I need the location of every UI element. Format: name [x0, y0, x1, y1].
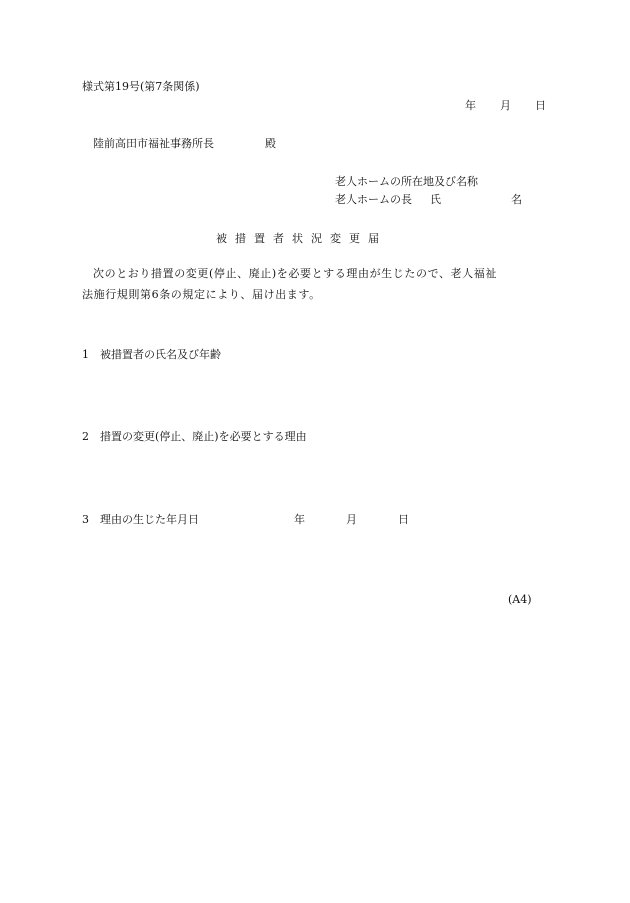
item-3-text: 理由の生じた年月日 [100, 513, 199, 526]
name-prefix-label: 氏 [430, 193, 441, 206]
item-2-number: 2 [82, 430, 89, 443]
home-head-label: 老人ホームの長 [335, 193, 412, 206]
name-suffix-label: 名 [511, 193, 522, 206]
body-line-2: 法施行規則第6条の規定により、届け出ます。 [82, 288, 321, 301]
item-2-text: 措置の変更(停止、廃止)を必要とする理由 [100, 430, 307, 443]
item-3-day-label: 日 [398, 513, 409, 526]
honorific: 殿 [265, 137, 276, 150]
date-day-label: 日 [535, 99, 546, 112]
item-1-number: 1 [82, 348, 89, 361]
item-3-month-label: 月 [346, 513, 357, 526]
home-location-label: 老人ホームの所在地及び名称 [335, 175, 478, 188]
addressee: 陸前高田市福祉事務所長 [93, 137, 214, 150]
item-3-number: 3 [82, 513, 89, 526]
date-year-label: 年 [465, 99, 476, 112]
date-month-label: 月 [500, 99, 511, 112]
paper-size-note: (A4) [508, 593, 532, 606]
form-number: 様式第19号(第7条関係) [82, 80, 200, 93]
item-3-year-label: 年 [294, 513, 305, 526]
body-line-1: 次のとおり措置の変更(停止、廃止)を必要とする理由が生じたので、老人福祉 [93, 267, 497, 280]
item-1-text: 被措置者の氏名及び年齢 [100, 348, 221, 361]
document-title: 被措置者状況変更届 [216, 232, 387, 245]
